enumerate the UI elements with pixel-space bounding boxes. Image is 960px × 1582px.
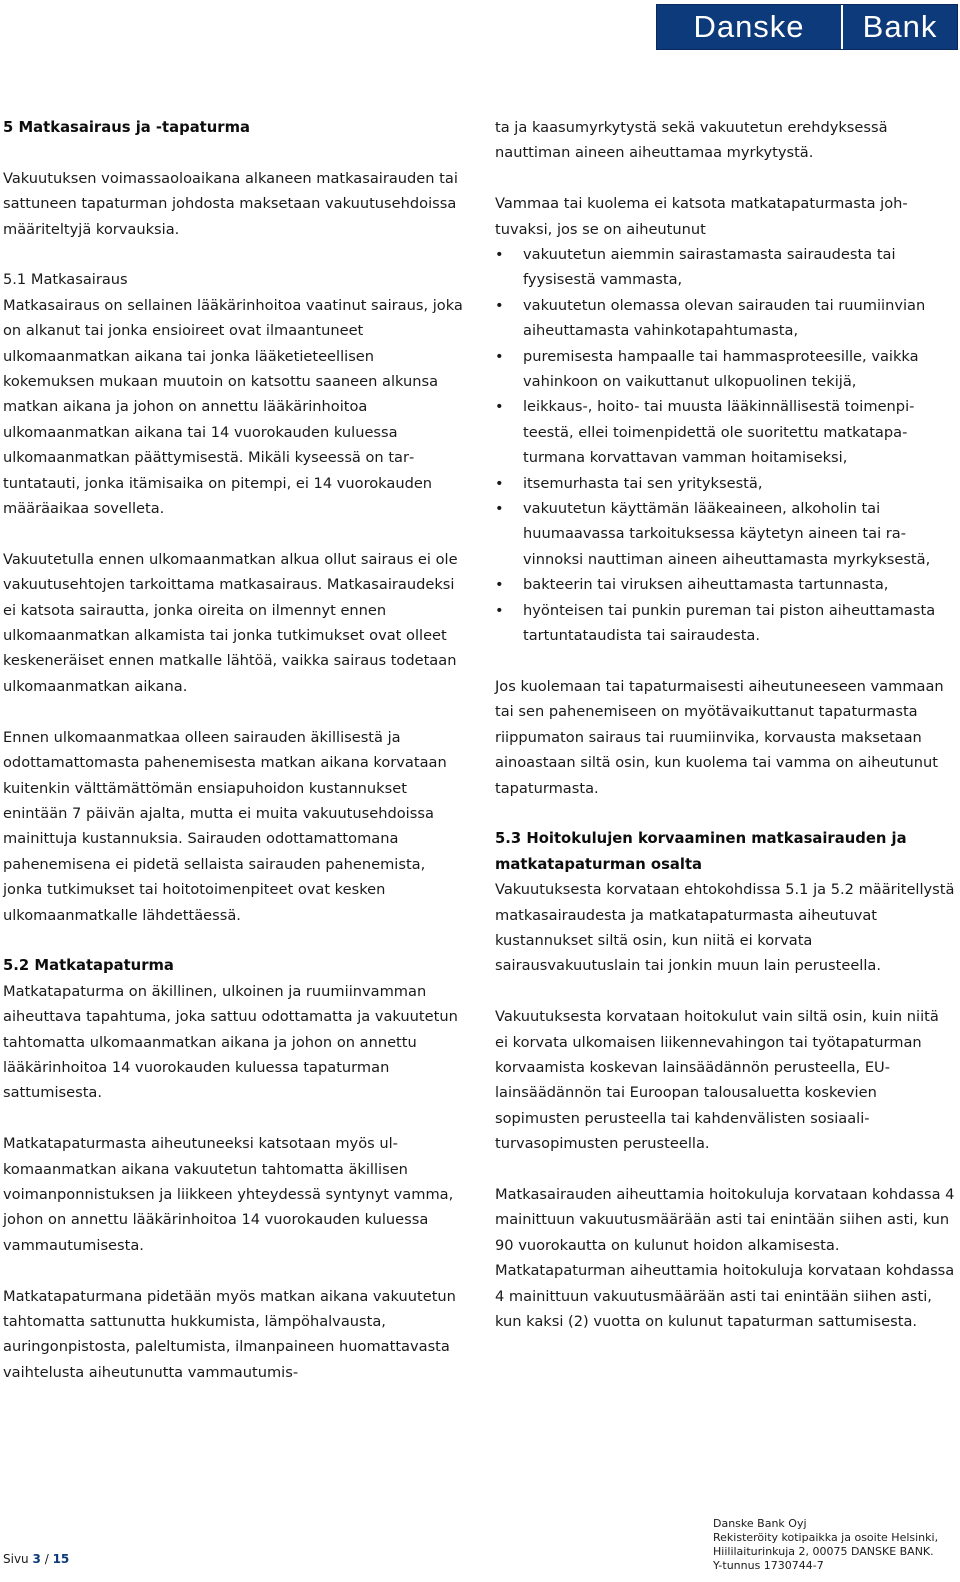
list-item: • itsemurhasta tai sen yrityksestä, [495, 471, 955, 496]
page-separator: / [44, 1552, 49, 1566]
page-label: Sivu [3, 1552, 29, 1566]
section-5-3-paragraph-1: Vakuutuksesta korvataan ehtokohdissa 5.1 ja 5.2 määritellystä matkasairaudesta ja matkatapaturmasta aiheutuvat kustannukset siltä osin, kun niitä ei korvata sairausvakuutuslain tai jonkin muun lain perusteella. [495, 881, 955, 975]
list-item: • hyönteisen tai punkin pureman tai piston aiheuttamasta tartuntataudista tai sairaudesta. [495, 598, 955, 649]
left-column [3, 115, 464, 1385]
list-item: • vakuutetun käyttämän lääkeaineen, alkoholin tai huumaavassa tarkoituksessa käytetyn aineen tai ravinnoksi nauttiman aineen aiheuttamasta myrkyksestä, [495, 496, 955, 572]
list-item: • puremisesta hampaalle tai hammasproteesille, vaikka vahinkoon on vaikuttanut ulkopuolinen tekijä, [495, 344, 955, 395]
right-column [495, 115, 955, 1334]
section-5-2-paragraph-2: Matkatapaturmasta aiheutuneeksi katsotaan myös ulkomaanmatkan aikana vakuutetun tahtomatta äkillisen voimanponnistuksen ja liikkeen yhteydessä syntynyt vamma, johon on annettu lääkärinhoitoa 14 vuorokauden kuluessa vammautumisesta. [3, 1135, 454, 1254]
section-5-3-paragraph-3: Matkasairauden aiheuttamia hoitokuluja korvataan kohdassa 4 mainittuun vakuutusmäärään asti tai enintään siihen asti, kun 90 vuorokautta on kulunut hoidon alkamisesta. Matkatapaturman aiheuttamia hoitokuluja korvataan kohdassa 4 mainittuun vakuutusmäärään asti tai enintään siihen asti, kun kaksi (2) vuotta on kulunut tapaturman sattumisesta. [495, 1185, 955, 1331]
section-5-2-paragraph-1: Matkatapaturma on äkillinen, ulkoinen ja ruumiinvamman aiheuttava tapahtuma, joka sattuu odottamatta ja vakuutetun tahtomatta ulkomaanmatkan aikana ja johon on annettu lääkärinhoitoa 14 vuorokauden kuluessa tapaturman sattumisesta. [3, 982, 458, 1102]
section-5-2-title: 5.2 Matkatapaturma [3, 957, 174, 975]
danske-bank-logo [656, 4, 958, 50]
page-current: 3 [32, 1552, 41, 1566]
company-info [713, 1517, 958, 1573]
page-number [3, 1552, 69, 1566]
exclusions-list [495, 242, 955, 649]
section-5-title: 5 Matkasairaus ja -tapaturma [3, 119, 250, 136]
section-5-1-paragraph-1: Matkasairaus on sellainen lääkärinhoitoa vaatinut sairaus, joka on alkanut tai jonka ensioireet ovat ilmaantuneet ulkomaanmatkan aikana tai jonka lääketieteellisen kokemuksen mukaan muutoin on katsottu saaneen alkunsa matkan aikana ja johon on annettu lääkärinhoitoa ulkomaanmatkan aikana tai 14 vuorokauden kuluessa ulkomaanmatkan päättymisestä. Mikäli kyseessä on tartuntatauti, jonka itämisaika on pitempi, ei 14 vuorokauden määräaikaa sovelleta. [3, 296, 463, 518]
section-5-3-title: 5.3 Hoitokulujen korvaaminen matkasairauden ja matkatapaturman osalta [495, 830, 907, 873]
list-item: • vakuutetun olemassa olevan sairauden tai ruumiinvian aiheuttamasta vahinkotapahtumasta, [495, 293, 955, 344]
section-5-1-paragraph-2: Vakuutetulla ennen ulkomaanmatkan alkua ollut sairaus ei ole vakuutusehtojen tarkoittama matkasairaus. Matkasairaudeksi ei katsota sairautta, jonka oireita on ilmennyt ennen ulkomaanmatkan alkamista tai jonka tutkimukset ovat olleet keskeneräiset ennen matkalle lähtöä, vaikka sairaus todetaan ulkomaanmatkan aikana. [3, 550, 458, 695]
continued-paragraph: ta ja kaasumyrkytystä sekä vakuutetun erehdyksessä nauttiman aineen aiheuttamaa myrkytystä. [495, 119, 888, 162]
logo-word-bank: Bank [843, 5, 957, 49]
company-address-line-1: Rekisteröity kotipaikka ja osoite Helsinki, [713, 1531, 939, 1544]
page-total: 15 [52, 1552, 70, 1566]
list-item: • vakuutetun aiemmin sairastamasta sairaudesta tai fyysisestä vammasta, [495, 242, 955, 293]
section-5-2-paragraph-3: Matkatapaturmana pidetään myös matkan aikana vakuutetun tahtomatta sattunutta hukkumista, lämpöhalvausta, auringonpistosta, paleltumista, ilmanpaineen huomattavasta vaihtelusta aiheutunutta vammautumis- [3, 1287, 456, 1381]
company-address-line-2: Hiililaiturinkuja 2, 00075 DANSKE BANK. [713, 1545, 934, 1558]
death-paragraph: Jos kuolemaan tai tapaturmaisesti aiheutuneeseen vammaan tai sen pahenemiseen on myötävaikuttanut tapaturmasta riippumaton sairaus tai ruumiinvika, korvausta maksetaan ainoastaan siltä osin, kun kuolema tai vamma on aiheutunut tapaturmasta. [495, 677, 944, 797]
list-item: • bakteerin tai viruksen aiheuttamasta tartunnasta, [495, 572, 955, 597]
section-5-1-title: 5.1 Matkasairaus [3, 271, 128, 289]
logo-word-danske: Danske [657, 5, 843, 49]
company-name: Danske Bank Oyj [713, 1517, 807, 1530]
section-5-paragraph: Vakuutuksen voimassaoloaikana alkaneen matkasairauden tai sattuneen tapaturman johdosta maksetaan vakuutusehdoissa määriteltyjä korvauksia. [3, 169, 458, 238]
exclusions-intro: Vammaa tai kuolema ei katsota matkatapaturmasta johtuvaksi, jos se on aiheutunut [495, 195, 908, 238]
section-5-3-paragraph-2: Vakuutuksesta korvataan hoitokulut vain siltä osin, kuin niitä ei korvata ulkomaisen liikennevahingon tai työtapaturman korvaamista koskevan lainsäädännön perusteella, EU-lainsäädännön tai Euroopan talousaluetta koskevien sopimusten perusteella tai kahdenvälisten sosiaaliturvasopimusten perusteella. [495, 1008, 939, 1153]
company-business-id: Y-tunnus 1730744-7 [713, 1559, 824, 1572]
section-5-1-paragraph-3: Ennen ulkomaanmatkaa olleen sairauden äkillisestä ja odottamattomasta pahenemisesta matkan aikana korvataan kuitenkin välttämättömän ensiapuhoidon kustannukset enintään 7 päivän ajalta, mutta ei muita vakuutusehdoissa mainittuja kustannuksia. Sairauden odottamattomana pahenemisena ei pidetä sellaista sairauden pahenemista, jonka tutkimukset tai hoitotoimenpiteet ovat kesken ulkomaanmatkalle lähdettäessä. [3, 728, 447, 924]
list-item: • leikkaus-, hoito- tai muusta lääkinnällisestä toimenpiteestä, ellei toimenpidettä ole suoritettu matkatapaturmana korvattavan vamman hoitamiseksi, [495, 394, 955, 470]
